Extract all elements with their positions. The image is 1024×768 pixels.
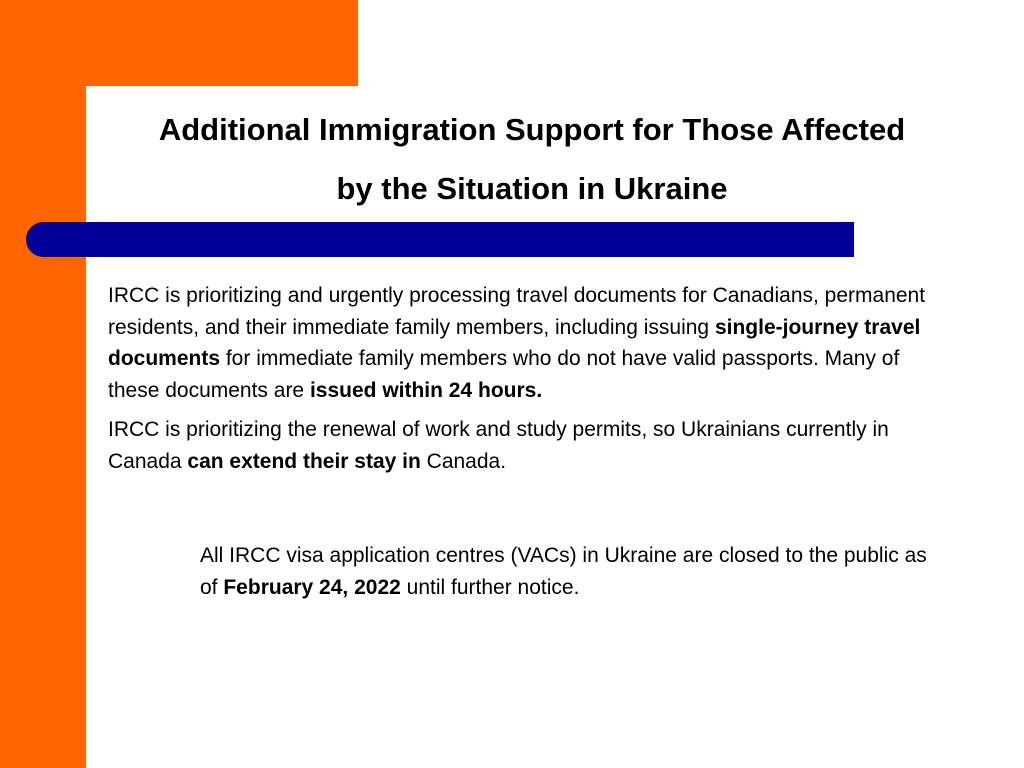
vac-closure-notice bbox=[200, 540, 940, 603]
paragraph2-text-2: Canada. bbox=[420, 449, 507, 473]
orange-top-block bbox=[0, 0, 358, 86]
title-line-2: by the Situation in Ukraine bbox=[336, 171, 728, 206]
body-text bbox=[108, 280, 928, 477]
paragraph2-bold-1: can extend their stay in bbox=[187, 449, 421, 473]
blue-divider-bar bbox=[26, 222, 854, 257]
paragraph-permit-renewal bbox=[108, 414, 928, 477]
notice-bold-date: February 24, 2022 bbox=[223, 575, 401, 599]
notice-text-2: until further notice. bbox=[400, 575, 580, 599]
title-line-1: Additional Immigration Support for Those Affected bbox=[158, 112, 906, 147]
notice-text-1: All IRCC visa application centres (VACs) in Ukraine are closed to the public as of bbox=[200, 544, 927, 599]
paragraph1-bold-1: single-journey travel documents bbox=[108, 315, 921, 370]
paragraph1-text-1: IRCC is prioritizing and urgently processing travel documents for Canadians, permanent residents, and their immediate family members, including issuing bbox=[108, 284, 926, 339]
paragraph2-text-1: IRCC is prioritizing the renewal of work and study permits, so Ukrainians currently in Canada bbox=[108, 418, 889, 473]
paragraph-travel-documents bbox=[108, 280, 928, 406]
slide-title bbox=[100, 100, 964, 218]
paragraph1-bold-2: issued within 24 hours. bbox=[309, 378, 543, 402]
paragraph1-text-2: for immediate family members who do not have valid passports. Many of these documents are bbox=[108, 347, 900, 402]
orange-left-bar bbox=[0, 0, 86, 768]
